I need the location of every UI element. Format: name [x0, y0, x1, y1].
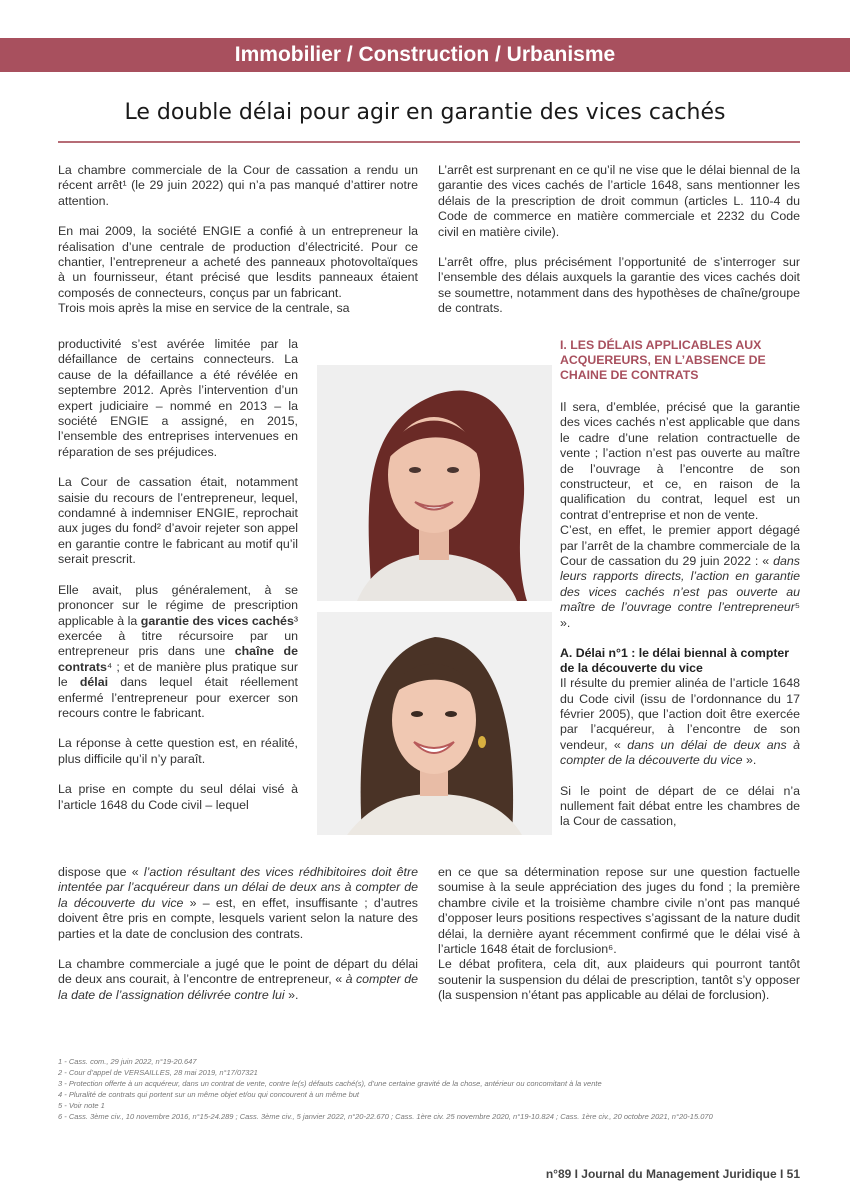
left-column-top — [58, 163, 418, 317]
paragraph: Le débat profitera, cela dit, aux plaideurs qui pourront tantôt soutenir la suspension du délai de prescription, tantôt s’y opposer (la suspension n’étant pas applicable au délai de forclusion). — [438, 957, 800, 1003]
paragraph: En mai 2009, la société ENGIE a confié à un entrepreneur la réalisation d’une centrale de production d’électricité. Pour ce chantier, l’entrepreneur a acheté des panneaux photovoltaïques à un fournisseur, étant précisé que lesdits panneaux étaient composés de connecteurs, conçus par un fabricant. — [58, 224, 418, 300]
paragraph: La réponse à cette question est, en réalité, plus difficile qu’il n’y paraît. — [58, 736, 298, 766]
paragraph: dispose que « l’action résultant des vices rédhibitoires doit être intentée par l’acquéreur dans un délai de deux ans à compter de la découverte du vice » – est, en effet, insuffisante ; d’autres doivent être pris en compte, lesquels varient selon la nature des parties et la date de conclusion des contrats. — [58, 865, 418, 941]
paragraph: C’est, en effet, le premier apport dégagé par l’arrêt de la chambre commerciale de la Cour de cassation du 29 juin 2022 : « dans leurs rapports directs, l’action en garantie des vices cachés n’est pas ouverte au maître de l’ouvrage contre l’entrepreneur⁵ ». — [560, 523, 800, 630]
paragraph: Il résulte du premier alinéa de l’article 1648 du Code civil (issu de l’ordonnance du 17 février 2005), que l’action doit être exercée par l’acquéreur, à l’encontre de son vendeur, « dans un délai de deux ans à compter de la découverte du vice ». — [560, 676, 800, 768]
paragraph: La Cour de cassation était, notamment saisie du recours de l’entrepreneur, lequel, condamné à indemniser ENGIE, reprochait aux juges du fond² d’avoir rejeter son appel en garantie contre le fabricant au motif qu’il serait prescrit. — [58, 475, 298, 567]
footnote: 6 - Cass. 3ème civ., 10 novembre 2016, n°15-24.289 ; Cass. 3ème civ., 5 janvier 2022, n°20-22.670 ; Cass. 1ère civ. 25 novembre 2020, n°19-10.824 ; Cass. 1ère civ., 20 octobre 2021, n°20-15.070 — [58, 1112, 713, 1121]
footnote: 1 - Cass. com., 29 juin 2022, n°19-20.647 — [58, 1057, 197, 1066]
paragraph: productivité s’est avérée limitée par la défaillance de certains connecteurs. La cause de la défaillance a été révélée en septembre 2012. Après l’intervention d’un expert judiciaire – nommé en 2013 – la société ENGIE a assigné, en 2015, l’ensemble des entreprises intervenues en réparation de ses préjudices. — [58, 337, 298, 459]
article-title: Le double délai pour agir en garantie des vices cachés — [124, 100, 726, 125]
right-column-narrow — [560, 338, 800, 830]
footnote: 4 - Pluralité de contrats qui portent sur un même objet et/ou qui concourent à un même but — [58, 1090, 360, 1099]
page-footer: n°89 I Journal du Management Juridique I 51 — [545, 1167, 800, 1181]
title-divider — [58, 141, 800, 143]
footnote: 2 - Cour d’appel de VERSAILLES, 28 mai 2019, n°17/07321 — [58, 1068, 258, 1077]
paragraph: Il sera, d’emblée, précisé que la garantie des vices cachés n’est applicable que dans le cadre d’une relation contractuelle de vente ; l’action n’est pas ouverte au maître de l’ouvrage à l’encontre de son constructeur, et ce, en raison de la qualification du contrat, lequel est un contrat d’entreprise et non de vente. — [560, 400, 800, 522]
subsection-heading: A. Délai n°1 : le délai biennal à compter de la découverte du vice — [560, 646, 790, 676]
paragraph: L’arrêt est surprenant en ce qu’il ne vise que le délai biennal de la garantie des vices cachés de l’article 1648, sans mentionner les délais de la prescription de droit commun (articles L. 110-4 du Code de commerce en matière commerciale et 2232 du Code civil en matière civile). — [438, 163, 800, 239]
left-column-narrow — [58, 337, 298, 813]
paragraph: L’arrêt offre, plus précisément l’opportunité de s’interroger sur l’ensemble des délais auxquels la garantie des vices cachés doit se soumettre, notamment dans des hypothèses de chaîne/groupe de contrats. — [438, 255, 800, 316]
paragraph: La chambre commerciale a jugé que le point de départ du délai de deux ans courait, à l’encontre de entrepreneur, « à compter de la date de l’assignation délivrée contre lui ». — [58, 957, 418, 1002]
left-column-bottom — [58, 865, 418, 1018]
portrait-photo-2 — [317, 612, 552, 835]
section-heading: I. LES DÉLAIS APPLICABLES AUX ACQUEREURS, EN L’ABSENCE DE CHAINE DE CONTRATS — [560, 338, 766, 382]
paragraph: Trois mois après la mise en service de la centrale, sa — [58, 301, 350, 316]
paragraph: Si le point de départ de ce délai n’a nullement fait débat entre les chambres de la Cour de cassation, — [560, 783, 800, 829]
paragraph: La chambre commerciale de la Cour de cassation a rendu un récent arrêt¹ (le 29 juin 2022) qui n’a pas manqué d’attirer notre attention. — [58, 163, 418, 208]
paragraph: La prise en compte du seul délai visé à l’article 1648 du Code civil – lequel — [58, 782, 298, 812]
footnote: 5 - Voir note 1 — [58, 1101, 105, 1110]
portrait-photo-1 — [317, 365, 552, 601]
section-banner: Immobilier / Construction / Urbanisme — [0, 38, 850, 72]
right-column-bottom — [438, 865, 800, 1019]
paragraph: Elle avait, plus généralement, à se prononcer sur le régime de prescription applicable à la garantie des vices cachés³ exercée à titre récursoire par un entrepreneur pris dans une chaîne de contrats⁴ ; et de manière plus pratique sur le délai dans lequel était réellement enfermé l’entrepreneur pour exercer son recours contre le fabricant. — [58, 582, 298, 720]
right-column-top — [438, 163, 800, 317]
paragraph: en ce que sa détermination repose sur une question factuelle soumise à la seule appréciation des juges du fond ; la première chambre civile et la troisième chambre civile n’ont pas manqué d’opposer leurs positions respectives s’agissant de la nature dudit délai, la dernière ayant récemment confirmé que le délai visé à l’article 1648 était de forclusion⁶. — [438, 865, 800, 957]
footnote: 3 - Protection offerte à un acquéreur, dans un contrat de vente, contre le(s) défauts caché(s), d’une certaine gravité de la chose, antérieur ou concomitant à la vente — [58, 1079, 602, 1088]
